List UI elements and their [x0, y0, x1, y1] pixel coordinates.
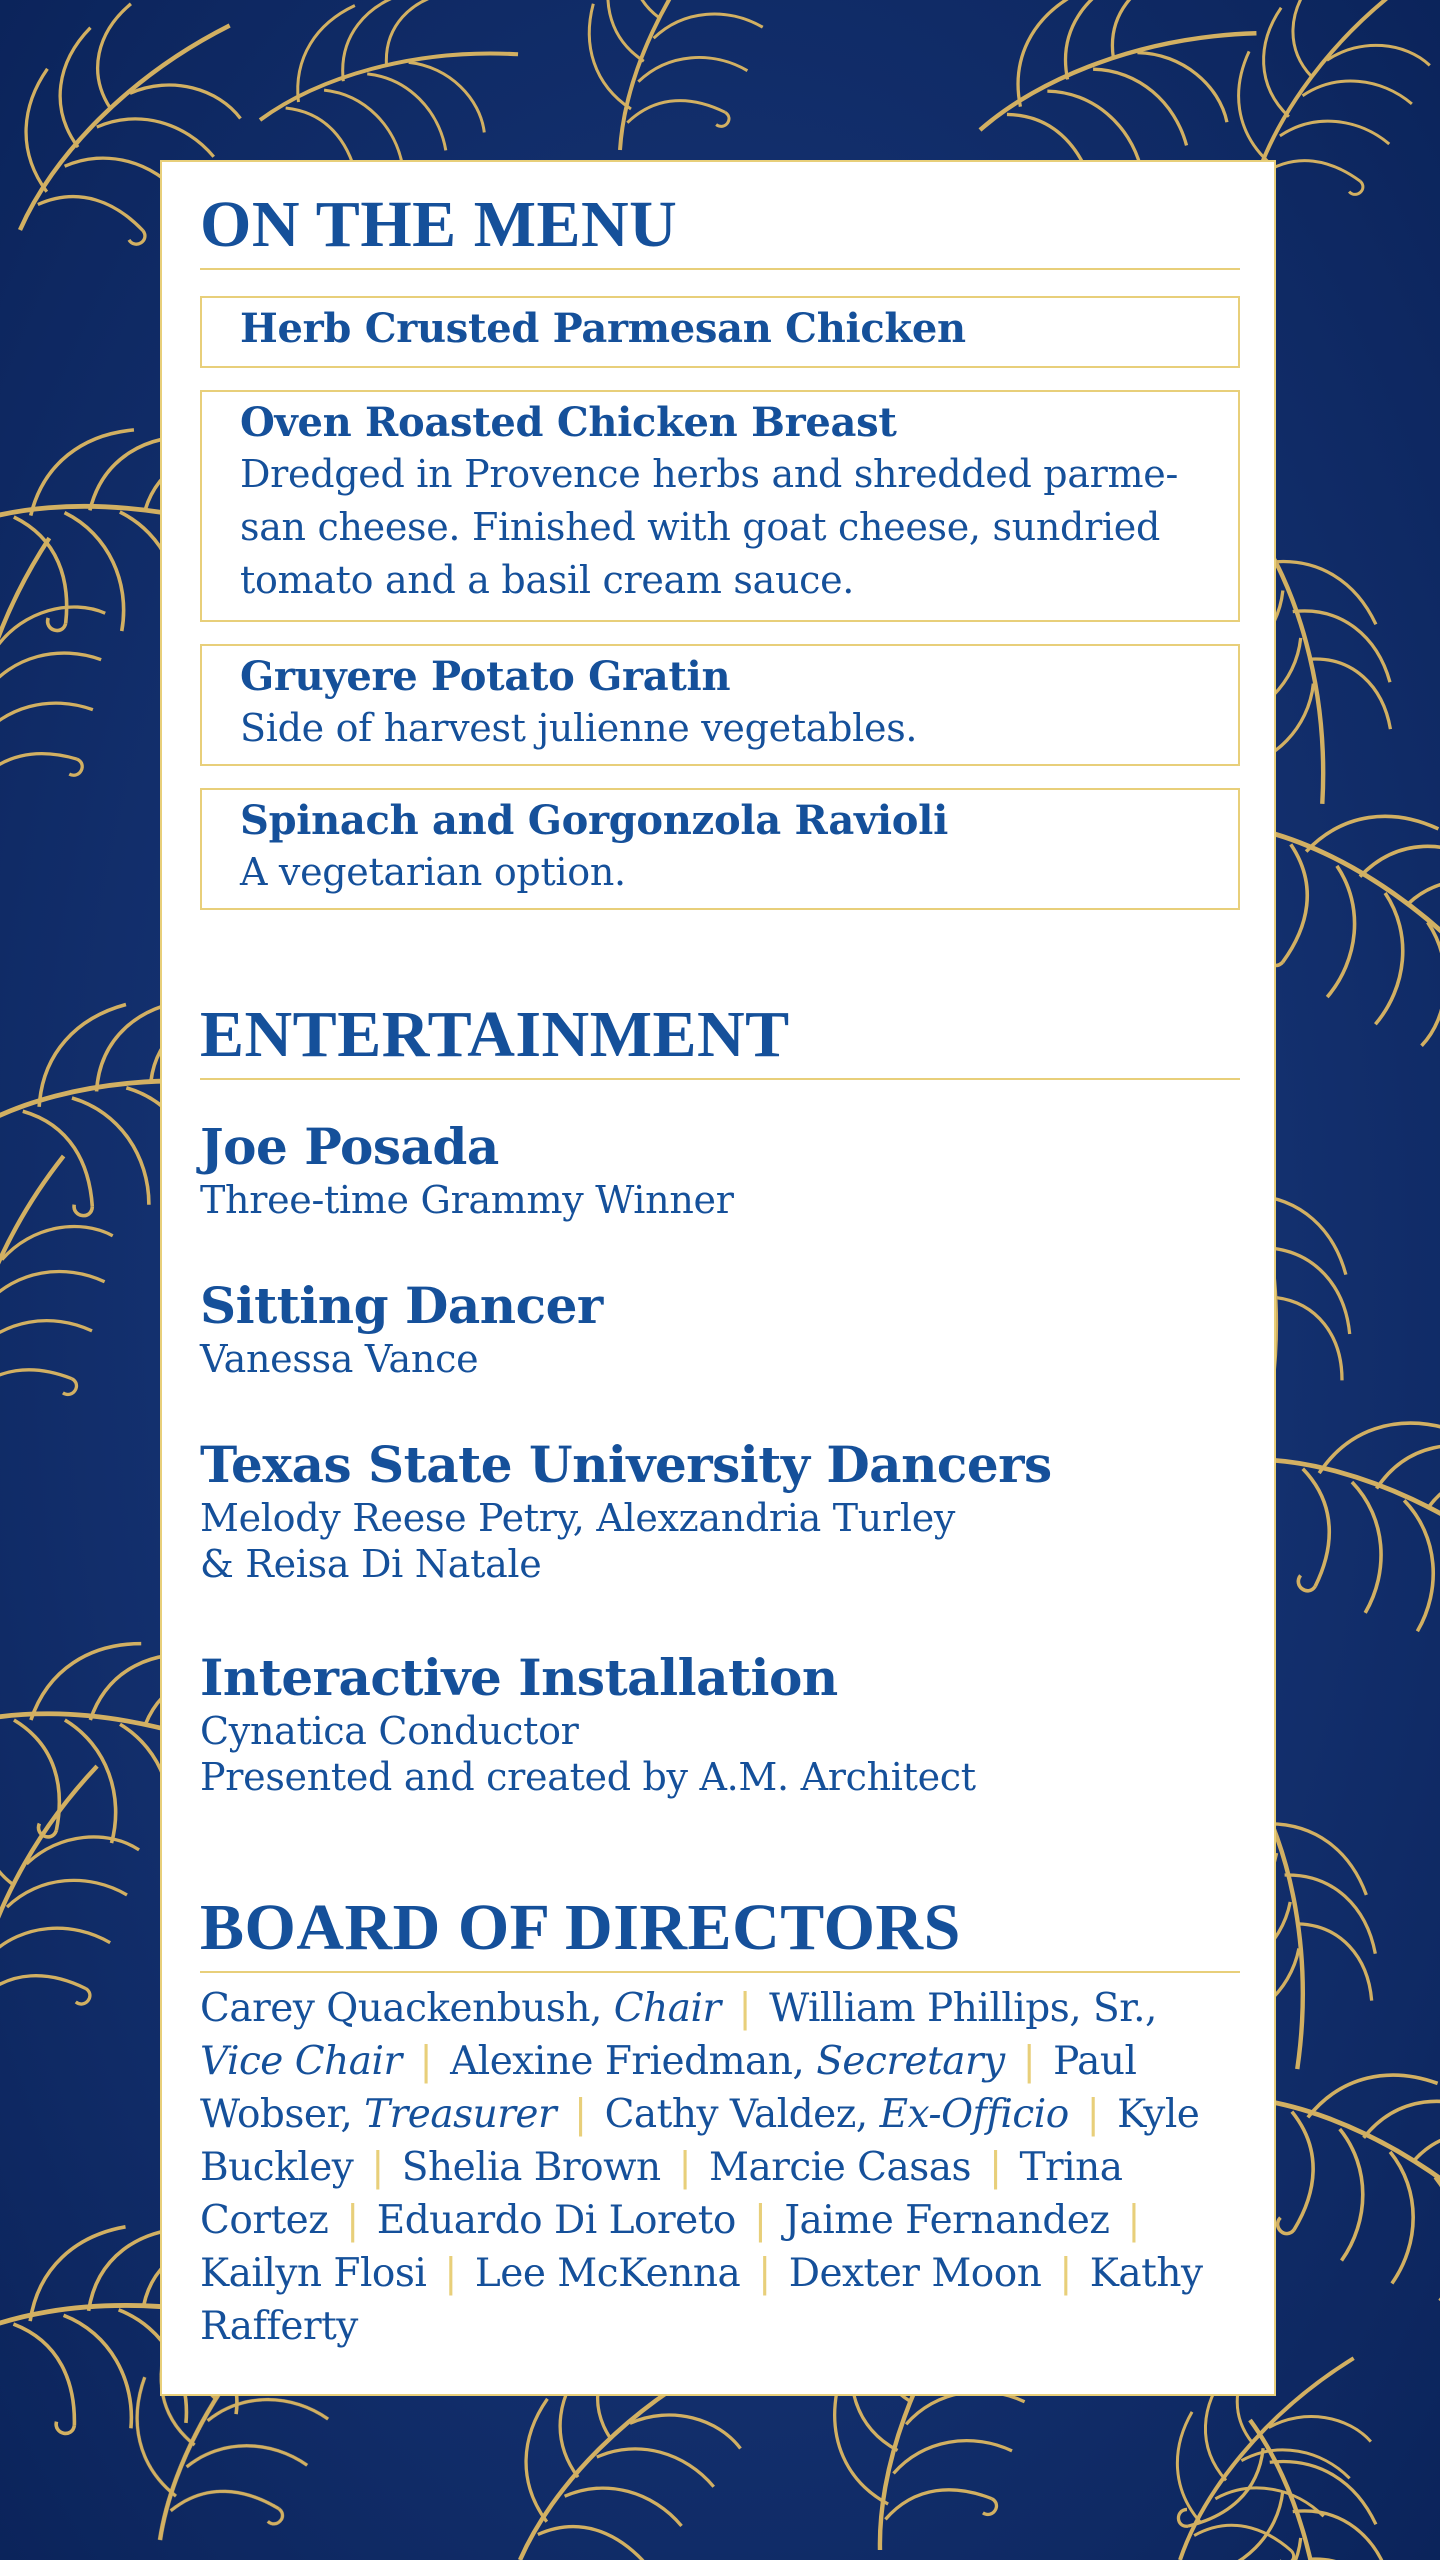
board-member-name: William Phillips, Sr.,	[769, 1986, 1157, 2031]
menu-item-description: A vegetarian option.	[240, 850, 626, 894]
act-name: Interactive Installation	[200, 1648, 838, 1707]
separator-bar: |	[758, 2251, 771, 2296]
entertainment-heading: ENTERTAINMENT	[200, 1002, 1240, 1080]
separator-bar: |	[988, 2145, 1002, 2190]
separator-bar: |	[1127, 2198, 1140, 2243]
act-detail: Vanessa Vance	[200, 1337, 479, 1381]
entertainment-act	[200, 1435, 1240, 1587]
entertainment-act	[200, 1117, 1240, 1223]
separator-bar: |	[738, 1986, 752, 2031]
separator-bar: |	[1059, 2251, 1072, 2296]
act-detail: Three-time Grammy Winner	[200, 1178, 734, 1222]
separator-bar: |	[419, 2039, 433, 2084]
separator-bar: |	[753, 2198, 767, 2243]
separator-bar: |	[346, 2198, 359, 2243]
board-member-name: Lee McKenna	[474, 2251, 741, 2296]
menu-item-name: Oven Roasted Chicken Breast	[240, 399, 897, 446]
board-member-name: Eduardo Di Loreto	[376, 2198, 736, 2243]
menu-item	[200, 390, 1240, 622]
board-member-role: Secretary	[816, 2039, 1005, 2084]
separator-bar: |	[1086, 2092, 1100, 2137]
menu-item	[200, 788, 1240, 910]
act-detail: Melody Reese Petry, Alexzandria Turley	[200, 1496, 956, 1540]
board-member-role: Treasurer	[364, 2092, 557, 2137]
separator-bar: |	[574, 2092, 587, 2137]
board-member-list	[200, 1982, 1245, 2353]
menu-item-name: Herb Crusted Parmesan Chicken	[240, 305, 966, 352]
separator-bar: |	[678, 2145, 692, 2190]
board-member-name: Carey Quackenbush,	[200, 1986, 614, 2031]
program-card	[160, 160, 1276, 2396]
board-member-role: Chair	[613, 1986, 721, 2031]
act-detail: & Reisa Di Natale	[200, 1542, 542, 1586]
board-member-name: Jaime Fernandez	[784, 2198, 1110, 2243]
menu-item-description: Side of harvest julienne vegetables.	[240, 706, 918, 750]
act-name: Texas State University Dancers	[200, 1435, 1052, 1494]
separator-bar: |	[1022, 2039, 1036, 2084]
menu-item-name: Spinach and Gorgonzola Ravioli	[240, 797, 948, 844]
separator-bar: |	[444, 2251, 457, 2296]
board-member-name: Kathy Rafferty	[200, 2251, 1203, 2349]
menu-heading: ON THE MENU	[200, 192, 1240, 270]
board-member-name: Shelia Brown	[401, 2145, 661, 2190]
board-member-name: Cathy Valdez,	[604, 2092, 880, 2137]
act-name: Sitting Dancer	[200, 1276, 603, 1335]
menu-item-description: Dredged in Provence herbs and shredded parme- san cheese. Finished with goat cheese, sundried tomato and a basil cream sauce.	[240, 452, 1179, 602]
board-member-name: Kyle Buckley	[200, 2092, 1200, 2190]
act-name: Joe Posada	[200, 1117, 499, 1176]
entertainment-act	[200, 1276, 1240, 1382]
menu-item	[200, 644, 1240, 766]
board-member-name: Alexine Friedman,	[450, 2039, 817, 2084]
board-member-name: Trina Cortez	[200, 2145, 1123, 2243]
board-member-role: Ex-Officio	[879, 2092, 1069, 2137]
board-member-name: Dexter Moon	[788, 2251, 1042, 2296]
menu-item-name: Gruyere Potato Gratin	[240, 653, 731, 700]
board-heading: BOARD OF DIRECTORS	[200, 1895, 1240, 1973]
separator-bar: |	[371, 2145, 384, 2190]
board-member-name: Paul Wobser,	[200, 2039, 1137, 2137]
act-detail: Presented and created by A.M. Architect	[200, 1755, 976, 1799]
board-member-name: Marcie Casas	[709, 2145, 972, 2190]
entertainment-act	[200, 1648, 1240, 1800]
board-member-name: Kailyn Flosi	[200, 2251, 427, 2296]
board-member-role: Vice Chair	[200, 2039, 402, 2084]
menu-item	[200, 296, 1240, 368]
act-detail: Cynatica Conductor	[200, 1709, 579, 1753]
